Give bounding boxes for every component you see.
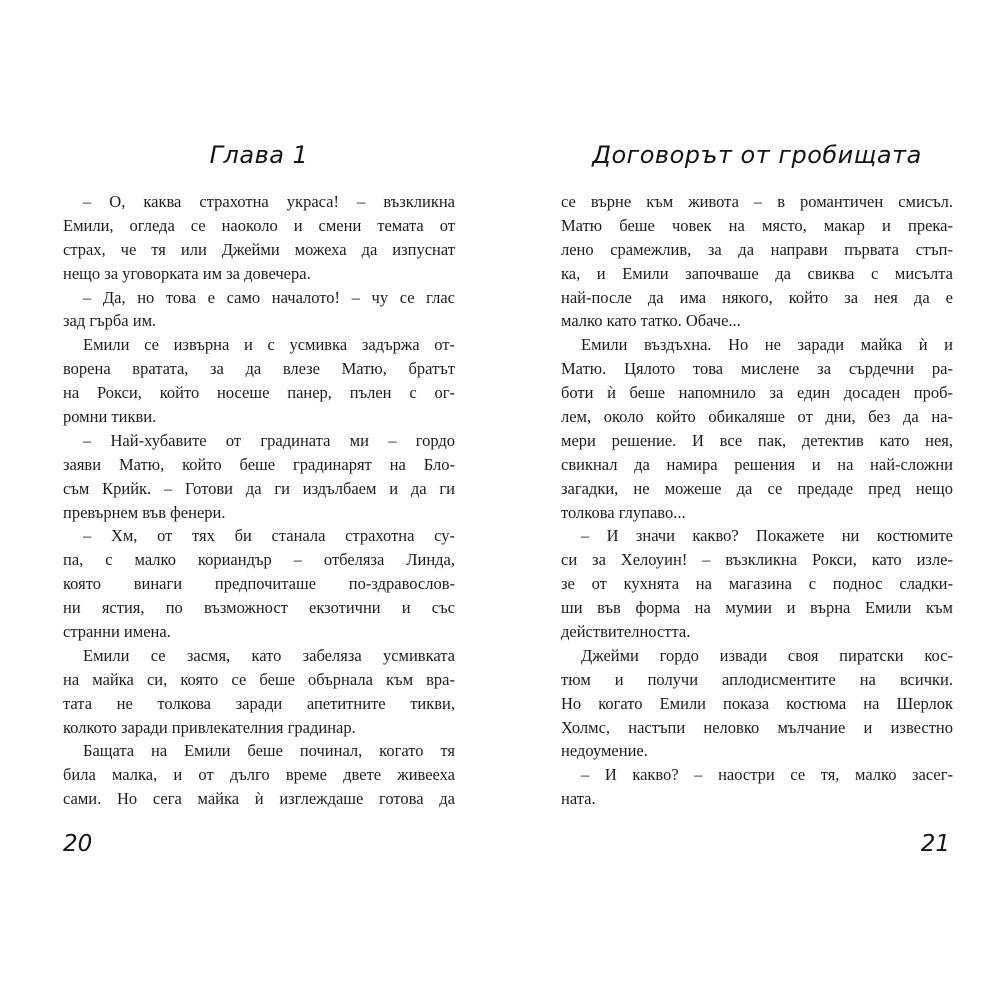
text-line: Емили въздъхна. Но не заради майка ѝ и [581,335,953,355]
text-line: странни имена. [63,622,171,642]
page-number-left: 20 [63,831,93,857]
text-line: ши във форма на мумии и върна Емили към [561,598,953,618]
chapter-heading: Глава 1 [209,141,309,169]
text-line: на Рокси, който носеше панер, пълен с ог- [63,383,455,403]
paragraph [561,644,953,763]
text-line: ната. [561,789,596,809]
right-page [561,140,953,811]
text-line: била малка, и от дълго време двете живееха [63,765,455,785]
text-line: Емили, огледа се наоколо и смени темата от [63,215,455,235]
paragraph [63,739,455,811]
text-line: ка, и Емили започваше да свиква с мисълта [561,263,953,283]
text-line: лем, около който обикаляше от дни, без да на- [561,407,953,427]
text-line: превърнем във фенери. [63,502,226,522]
text-line: малко като татко. Обаче... [561,311,741,331]
paragraph [63,286,455,334]
text-line: лено срамежлив, за да направи първата стъп- [561,239,953,259]
text-line: ни ястия, по възможност екзотични и със [63,598,455,618]
paragraph [63,524,455,643]
text-line: – Хм, от тях би станала страхотна су- [83,526,455,546]
text-line: загадки, не можеше да се предаде пред нещо [561,478,953,498]
text-line: зад гърба им. [63,311,157,331]
text-line: – Най-хубавите от градината ми – гордо [83,430,455,450]
text-line: Холмс, настъпи неловко мълчание и известно [561,717,953,737]
text-line: свикнал да намира решения и на най-сложни [561,454,953,474]
paragraph [63,429,455,525]
paragraph [63,190,455,286]
paragraph [63,333,455,429]
text-line: която винаги предпочиташе по-здравослов- [63,574,455,594]
paragraph [561,190,953,333]
text-line: съм Крийк. – Готови да ги издълбаем и да ги [63,478,455,498]
text-line: толкова глупаво... [561,502,686,522]
left-page [63,140,455,811]
text-line: най-после да има някого, който за нея да е [561,287,953,307]
text-line: Джейми гордо извади своя пиратски кос- [581,645,953,665]
text-line: – И какво? – наостри се тя, малко засег- [581,765,953,785]
text-line: Емили се извърна и с усмивка задържа от- [83,335,455,355]
text-line: действителността. [561,622,691,642]
text-line: ромни тикви. [63,407,157,427]
text-line: Но когато Емили показа костюма на Шерлок [561,693,953,713]
text-line: колкото заради привлекателния градинар. [63,717,356,737]
left-page-body [63,190,455,811]
running-head: Договорът от гробищата [592,141,922,169]
page-number-right: 21 [920,831,950,857]
text-line: ворена вратата, за да влезе Матю, братът [63,359,455,379]
paragraph [63,644,455,740]
text-line: страх, че тя или Джейми можеха да изпуснат [63,239,455,259]
text-line: тата не толкова заради апетитните тикви, [63,693,455,713]
text-line: Бащата на Емили беше починал, когато тя [83,741,455,761]
text-line: заяви Матю, който беше градинарят на Бло- [63,454,455,474]
text-line: тюм и получи аплодисментите на всички. [561,669,953,689]
text-line: – О, каква страхотна украса! – възкликна [83,192,455,211]
right-page-body [561,190,953,811]
text-line: Матю. Цялото това мислене за сърдечни ра- [561,359,953,379]
text-line: Емили се засмя, като забеляза усмивката [83,645,455,665]
text-line: боти ѝ беше напомнило за един досаден проб- [561,383,953,403]
paragraph [561,763,953,811]
text-line: нещо за уговорката им за довечера. [63,263,311,283]
text-line: Матю беше човек на място, макар и прека- [561,215,953,235]
text-line: зе от кухнята на магазина с поднос сладки- [561,574,953,594]
text-line: – И значи какво? Покажете ни костюмите [581,526,953,546]
text-line: на майка си, която се беше обърнала към вра- [63,669,455,689]
text-line: си за Хелоуин! – възкликна Рокси, като изле- [561,550,953,570]
paragraph [561,333,953,524]
text-line: па, с малко кориандър – отбеляза Линда, [63,550,455,570]
text-line: се върне към живота – в романтичен смисъл. [561,192,953,211]
paragraph [561,524,953,643]
text-line: недоумение. [561,741,648,761]
text-line: сами. Но сега майка ѝ изглеждаше готова да [63,789,455,809]
text-line: – Да, но това е само началото! – чу се глас [83,287,455,307]
text-line: мери решение. И все пак, детектив като нея, [561,430,953,450]
